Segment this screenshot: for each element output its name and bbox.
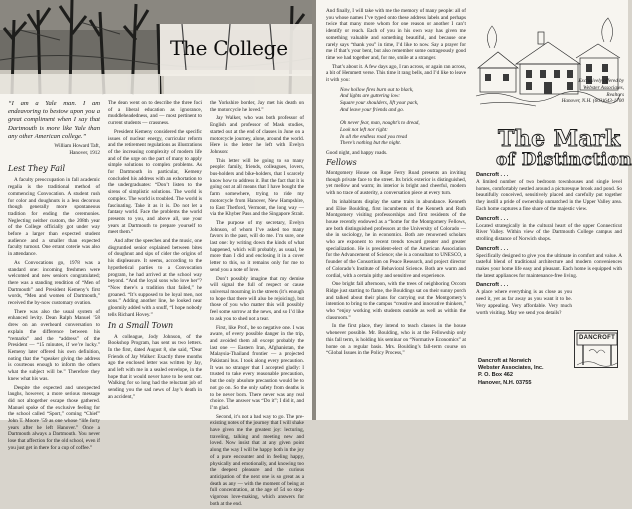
sign-label: DANCROFT	[578, 335, 616, 341]
listing-name: Dancroft . . .	[476, 215, 509, 222]
address-line: P. O. Box 462	[478, 372, 514, 379]
section-heading: In a Small Town	[108, 320, 174, 330]
offer-line: Realtors	[606, 91, 624, 98]
pull-quote	[8, 100, 100, 141]
townhouse-sketch	[476, 8, 620, 124]
listing-name: Dancroft . . .	[476, 245, 509, 252]
paragraph: Jay Walker, who was both professor of English and professor of Mask studies, started out at the end of classes in June on a motorcycle journey, alone, around the world. Here is the letter he left with Evelyn Johnson:	[210, 115, 304, 155]
left-page	[0, 0, 312, 507]
paragraph: Good night, and happy roads.	[326, 150, 388, 157]
paragraph: And finally, I will take with me the memory of many people: all of you whose names I’ve typed onto these address labels and perhaps twice that many more whom for one reason or another I can’t identify or reach. Each of you in his own way has given me something valuable and something beautiful, and because one rarely says “thank you” in time, I’d like to now. Say a prayer for me if that’s your bent, but also remember some outrageously good time we had together and, for me, smile at a stranger.	[326, 8, 466, 61]
attribution-place: Hanover, 1912	[69, 149, 100, 156]
headline-line-2: of Distinction	[496, 150, 632, 170]
verse-line: There’s nothing but the night.	[340, 140, 401, 147]
page-title: The College	[170, 36, 288, 60]
left-column-1	[8, 100, 100, 454]
paragraph: Despite the expected and unexpected laughs, however, a more serious message did not altogether escape those gathered. Manuel spoke of the exclusive feeling for the school called “Sport,” coming “Chief” John T. Moore ’59 as one whose “life forty years after he left Hanover.” Once a Dartmouth always a Dartmouth. You never lose that affection for the old school, even if you just get in there for a cup of coffee.”	[8, 384, 100, 451]
paragraph: That’s about it. A few days ago, I ran across, or again ran across, a bit of Hemmett verse. This time it rang bells, and I’d like to leave it with you:	[326, 63, 466, 84]
paragraph: A faculty preoccupation in fall academic regalia is the traditional method of commencing Convocation. A student rush for color and doughnuts is a less decorous though generally more spontaneous tradition for ending the ceremonies. Neglecting neither custom, the 208th year of the College officially got under way before a larger than expected student audience and a smaller than expected faculty turnout. One errant coterie was also in attendance.	[8, 177, 100, 258]
paragraph: the Yorkshire border, Jay met his death on the motorcycle he loved.”	[210, 100, 304, 113]
campus-photo	[0, 0, 312, 94]
offer-phone: Hanover, N.H. (603)643-1700	[561, 98, 624, 105]
paragraph: President Kemeny considered the specific issues of nuclear energy, curricular reform and the retirement regulations as illustrations of the increasing complexity of modern life and of the urge on the part of many to apply simple solutions to complex problems. As for Dartmouth in particular, Kemeny concluded his address with an exhortation to the undergraduates: “Don’t listen to the sirens of simplistic solutions. The world is complex. The world is troubled. The world is fascinating. Take it as it is. Do not let a fantasy world. Face the problems the world presents to you, and above all, use your years at Dartmouth to prepare yourself to meet them.”	[108, 128, 202, 236]
verse-line: And leave your friends and go.	[340, 106, 404, 113]
paragraph: Second, it’s not a bad way to go. The pre-existing notes of the journey that I will shake have given me the greatest joy: lecturing, traveling, talking and meeting new and loved. Now insist that at any given point along the way I will be happy both in the joy of a pure encounter and in feeling happy, physically and emotionally, and knowing too the deepest pleasure and the curious anticipation of the next one is so great as a death as any — with the moment of being at full concentration, at the age of 54 so stop-vigorous love-making, which answers for both at the end.	[210, 413, 304, 507]
section-heading: Lest They Fail	[8, 164, 66, 174]
ad-headline	[496, 126, 632, 170]
listing-text: A place where everything is as close as you need it, yet as far away as you want it to be. Very appealing. Very affordable. Very much worth visiting. May we send you details?	[476, 289, 572, 316]
verse	[326, 87, 466, 147]
listing-item	[476, 216, 622, 243]
dancroft-sign	[574, 330, 618, 368]
paragraph: Don’t possibly imagine that my demise will signal the full of respect or cause universal mourning in the streets (it’s enough to hope that there will also be rejoicing), but those of you who matter this will possibly feel some sorrow at the news, and so I’d like to ask you to shed not a tear.	[210, 275, 304, 322]
paragraph: The dean went on to describe the three foci of a liberal education as ignorance, muddleheadedness, and — most pertinent to current students — crassness.	[108, 100, 202, 127]
paragraph: A colleague, Jody Johnson, of the Bookshop Program, has sent us two letters. In the first, dated August 8, she said, “Dear Friends of Jay Walker: Exactly three months ago the enclosed letter was written by Jay, and left with me in a sealed envelope, in the hope that it would never have to be sent out. Walking for so long had the reluctant job of sending you the sad news of Jay’s death in an accident,”	[108, 333, 202, 400]
paragraph: This letter will be going to so many people: family, friends, colleagues, lovers, bus-holders and bike-holders, that I scarcely know how to address it. But the fact that it is going out at all means that I have bought the farm somewhere, trying to ride my motorcycle from Hanover, New Hampshire, to East Thetford, Vermont, the long way — via the Khyber Pass and the Singapore Strait.	[210, 157, 304, 218]
verse-line: And lights are guttering low:	[340, 93, 401, 100]
verse-line: Now hollow fires burn out to black,	[340, 86, 414, 93]
listing-item	[476, 282, 572, 316]
headline-line-1: The Mark	[498, 126, 621, 152]
listing-text: Located strategically in the cultural heart of the upper Connecticut River Valley. Within view of the Dartmouth College campus and strolling distance of Norwich shops.	[476, 222, 622, 242]
listing-name: Dancroft . . .	[476, 172, 509, 178]
paragraph: In the first place, they intend to teach classes in the house whenever possible. Mr. Boulding, who is at the Fellowship only this fall term, is holding his seminar on “Normative Economics” at home on a regular basis. Mrs. Boulding’s fall-term course on “Global Issues in the Policy Process,”	[326, 323, 466, 357]
right-column-1	[326, 8, 466, 159]
paragraph: First, like Prof., be so negative one. I was aware, of every possible danger in the trip, and avoided them all except probably the last one — Eastern Iran, Afghanistan, the Malaysia-Thailand frontier — a projected Pakistani bus. I took along every precaution. It was no stranger that I accepted gladly: I trusted to take every reasonable precaution, but the only absolute precaution would be to not go on. So the only safety from deaths is to be never born. There never was any real choice. The answer was “Do it”; I did it, and I’m glad.	[210, 324, 304, 411]
verse-line: Oh never fear, man, nought’s to dread,	[340, 120, 420, 127]
address-line: Dancroft at Norwich	[478, 358, 532, 364]
section-heading: Fellows	[326, 158, 357, 167]
right-page	[316, 0, 632, 420]
address-line: Hanover, N.H. 03755	[478, 379, 532, 386]
paragraph: Montgomery House on Rope Ferry Road presents an inviting though private face to the street. Its brick exterior is distinguished, yet mellow and warm; its interior is bright and cheerful, modern with no trace of austerity, a conversation piece at every turn.	[326, 170, 466, 197]
ad-address	[478, 358, 572, 387]
quote-attribution	[8, 143, 100, 156]
townhouse-illustration	[476, 8, 620, 124]
ad-listings	[476, 172, 622, 319]
verse-line: Look not left nor right:	[340, 126, 388, 133]
left-column-2	[108, 100, 202, 403]
verse-line: Square your shoulders, lift your pack,	[340, 100, 419, 107]
paragraph: Its inhabitants display the same traits in abundance. Kenneth and Elise Boulding, first incumbents of the Kenneth and Ruth Montgomery visiting professorships and first residents of the house recently endowed as a “home for the Montgomery Fellows, are both distinguished professors at the University of Colorado — she in sociology, he in economics. Both are renowned scholars who are exponent to recent trends toward greater and greater specialization. He is president-elect of the American Association for the Advancement of Science; she is a consultant to UNESCO, a founder of the Consortium on Peace Research, and project director of Colorado’s Institute of Behavioral Science. Both are warm and cordial, with a certain pithy and sensitive and experience.	[326, 198, 466, 279]
address-line: Webster Associates, Inc.	[478, 365, 544, 372]
paragraph: As Convocations go, 1978 was a standard one: incoming freshmen were welcomed and new seniors congratulated; there was a standing rendition of “Men of Dartmouth” and President Kemeny’s first words, “Men and women of Dartmouth,” received the by-now customary ovation.	[8, 259, 100, 307]
paragraph: And after the speeches and the music, one disgruntled senior explained between bites of doughnut and sips of cider the origins of his displeasure. It seems, according to the hypothetical parties to a Convocation program, he had arrived at the school way beyond. “And the loyal sons who love her”? “Now there’s a tradition that failed,” he groaned. “It’s supposed to be loyal men, not sons.” Adding another line, he looked near gloomily added with a snuff, “I hope nobody tells Richard Hovey.”	[108, 238, 202, 318]
listing-name: Dancroft . . .	[476, 282, 509, 289]
listing-text: Specifically designed to give you the ultimate in comfort and value. A tasteful blend of traditional architecture and modern conveniences makes your home life easy and pleasant. Each home is equipped with the latest appliances for maintenance-free living.	[476, 252, 622, 279]
pull-quote-text: “I am a Yale man. I am endeavoring to bestow upon you a great compliment when I say that Dartmouth is more like Yale than any other American college.”	[8, 100, 100, 140]
listing-item	[476, 172, 622, 213]
listing-text: A limited number of two bedroom townhouses and single level homes, comfortably nestled around a picturesque brook and pond. So beautifully conceived, sensitively placed and carefully put together they instill a pride of ownership unmatched in the Upper Valley area. Each home captures a fine share of the majestic view.	[476, 179, 622, 212]
offer-line: Exclusively offered by	[578, 78, 624, 84]
right-column-1-continued	[326, 170, 466, 359]
left-column-3	[210, 100, 304, 509]
attribution-name: William Howard Taft,	[54, 143, 100, 150]
exclusive-offer-note	[552, 78, 624, 105]
listing-item	[476, 246, 622, 280]
paragraph: One bright fall afternoon, with the trees of neighboring Occom Ridge just starting to flame, the Bouldings sat on their sunny porch and talked about their plans for carrying out the Montgomery’s intention to bring to the campus “creative and innovative thinkers,” who “enjoy working with students outside as well as within the classroom.”	[326, 281, 466, 321]
paragraph: There was also the usual system of enhanced levity. Dean Ralph Manuel ’58 drew on an overheard conversation to explain the difference between his “remarks” and the “address” of the President — “15 minutes, if we’re lucky.” Kemeny later offered his own definition, noting that the “speaker giving the address is courteous enough to inform the others what the subject will be.” Therefore they knew what his was.	[8, 308, 100, 382]
offer-company: Webster Associates,	[583, 84, 624, 91]
verse-line: In all the endless road you tread	[340, 133, 408, 140]
paragraph: The purpose of my secretary, Evelyn Johnson, of whom I’ve asked too many favors in the past, will do me. I’m sure, one last one: by writing down the kinds of what happened, which will probably, as usual, be more than I did and enclosing it in a cover letter to this, so it remains only for me to send you a note of love.	[210, 219, 304, 273]
